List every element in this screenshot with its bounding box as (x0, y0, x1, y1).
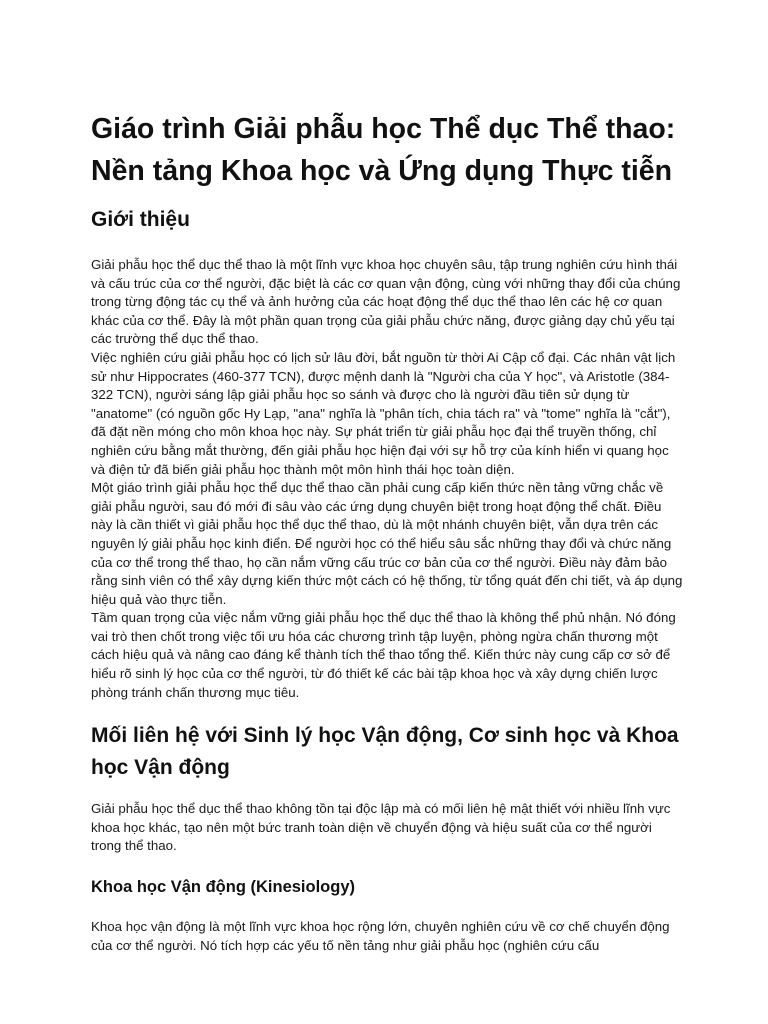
intro-paragraph-2: Việc nghiên cứu giải phẫu học có lịch sử lâu đời, bắt nguồn từ thời Ai Cập cổ đại. Các nhân vật lịch sử như Hippocrates (460-377 TCN), được mệnh danh là "Người cha của Y học", và Aristotle (384-322 TCN), người sáng lập giải phẫu học so sánh và được cho là người đầu tiên sử dụng từ "anatome" (có nguồn gốc Hy Lạp, "ana" nghĩa là "phân tích, chia tách ra" và "tome" nghĩa là "cắt"), đã đặt nền móng cho môn khoa học này. Sự phát triển từ giải phẫu học đại thể truyền thống, chỉ nghiên cứu bằng mắt thường, đến giải phẫu học hiện đại với sự hỗ trợ của kính hiển vi quang học và điện tử đã biến giải phẫu học thành một môn hình thái học toàn diện. (91, 349, 676, 477)
section-heading-intro: Giới thiệu (91, 208, 190, 231)
document-page (91, 108, 683, 955)
section-heading-relation: Mối liên hệ với Sinh lý học Vận động, Cơ sinh học và Khoa học Vận động (91, 724, 679, 780)
intro-paragraph-1: Giải phẫu học thể dục thể thao là một lĩnh vực khoa học chuyên sâu, tập trung nghiên cứu hình thái và cấu trúc của cơ thể người, đặc biệt là các cơ quan vận động, cùng với những thay đổi của chúng trong từng động tác cụ thể và ảnh hưởng của các hoạt động thể dục thể thao lên các hệ cơ quan khác của cơ thể. Đây là một phần quan trọng của giải phẫu chức năng, được giảng dạy chủ yếu tại các trường thể dục thể thao. (91, 257, 681, 347)
relation-paragraph: Giải phẫu học thể dục thể thao không tồn tại độc lập mà có mối liên hệ mật thiết với nhiều lĩnh vực khoa học khác, tạo nên một bức tranh toàn diện về chuyển động và hiệu suất của cơ thể người trong thể thao. (91, 801, 671, 854)
kinesiology-paragraph: Khoa học vận động là một lĩnh vực khoa học rộng lớn, chuyên nghiên cứu về cơ chế chuyển động của cơ thể người. Nó tích hợp các yếu tố nền tảng như giải phẫu học (nghiên cứu cấu (91, 919, 670, 953)
intro-paragraph-4: Tầm quan trọng của việc nắm vững giải phẫu học thể dục thể thao là không thể phủ nhận. Nó đóng vai trò then chốt trong việc tối ưu hóa các chương trình tập luyện, phòng ngừa chấn thương một cách hiệu quả và nâng cao đáng kể thành tích thể thao tổng thể. Kiến thức này cung cấp cơ sở để hiểu rõ sinh lý học của cơ thể người, từ đó thiết kế các bài tập khoa học và xây dựng chiến lược phòng tránh chấn thương mục tiêu. (91, 610, 676, 700)
subsection-heading-kinesiology: Khoa học Vận động (Kinesiology) (91, 878, 355, 897)
intro-paragraph-3: Một giáo trình giải phẫu học thể dục thể thao cần phải cung cấp kiến thức nền tảng vững chắc về giải phẫu người, sau đó mới đi sâu vào các ứng dụng chuyên biệt trong hoạt động thể chất. Điều này là cần thiết vì giải phẫu học thể dục thể thao, dù là một nhánh chuyên biệt, vẫn dựa trên các nguyên lý giải phẫu học kinh điển. Để người học có thể hiểu sâu sắc những thay đổi và chức năng của cơ thể trong thể thao, họ cần nắm vững cấu trúc cơ bản của cơ thể người. Điều này đảm bảo rằng sinh viên có thể xây dựng kiến thức một cách có hệ thống, từ tổng quát đến chi tiết, và áp dụng hiệu quả vào thực tiễn. (91, 480, 683, 607)
document-title: Giáo trình Giải phẫu học Thể dục Thể thao: Nền tảng Khoa học và Ứng dụng Thực tiễn (91, 113, 676, 187)
